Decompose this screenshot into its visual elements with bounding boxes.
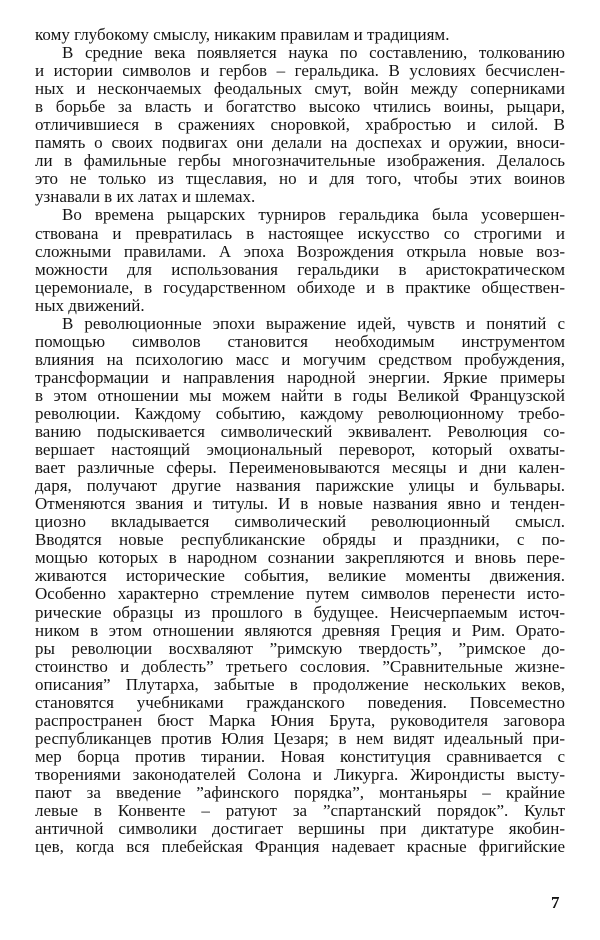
paragraph (35, 26, 565, 44)
text-line: ником в этом отношении являются древняя Греция и Рим. Орато- (35, 620, 565, 640)
text-line: это не только из тщеславия, но и для того, чтобы этих воинов (35, 169, 565, 189)
text-line: кому глубокому смыслу, никаким правилам и традициям. (35, 25, 450, 44)
text-line: в этом отношении мы можем найти в годы Великой Французской (35, 385, 565, 405)
paragraph (35, 206, 565, 314)
text-line: описания” Плутарха, забытые в продолжение нескольких веков, (35, 674, 565, 694)
text-line: цев, когда вся плебейская Франция надевает красные фригийские (35, 837, 565, 857)
text-line: В революционные эпохи выражение идей, чувств и понятий с (62, 313, 565, 333)
text-line: ных движений. (35, 295, 145, 315)
text-line: трансформации и направления народной энергии. Яркие примеры (35, 367, 565, 387)
text-line: вает различные сферы. Переименовываются месяцы и дни кален- (35, 458, 565, 478)
text-line: ных и нескончаемых феодальных смут, войн между соперниками (35, 79, 565, 99)
text-line: ли в фамильные гербы многозначительные изображения. Делалось (35, 151, 565, 171)
text-line: республиканцев против Юлия Цезаря; в нем видят идеальный при- (35, 728, 565, 748)
text-line: влияния на психологию масс и могучим средством пробуждения, (35, 349, 565, 369)
text-line: становятся учебниками гражданского поведения. Повсеместно (35, 692, 565, 712)
text-line: творениями законодателей Солона и Ликурга. Жирондисты высту- (35, 764, 565, 784)
paragraph (35, 315, 565, 856)
text-line: даря, получают другие названия парижские улицы и бульвары. (35, 476, 565, 496)
text-line: рические образцы из прошлого в будущее. Неисчерпаемым источ- (35, 602, 565, 622)
page-number: 7 (551, 893, 560, 912)
text-line: мощью которых в народном сознании закрепляются и вновь пере- (35, 548, 565, 568)
text-line: распространен бюст Марка Юния Брута, руководителя заговора (35, 710, 565, 730)
text-line: ствована и превратилась в настоящее искусство со строгими и (35, 223, 565, 243)
text-line: Отменяются звания и титулы. И в новые названия явно и тенден- (35, 494, 565, 514)
text-line: вершает настоящий эмоциональный переворот, который охваты- (35, 440, 565, 460)
text-line: революции. Каждому событию, каждому революционному требо- (35, 403, 565, 423)
text-line: Вводятся новые республиканские обряды и праздники, с по- (35, 530, 565, 550)
text-line: сложными правилами. А эпоха Возрождения открыла новые воз- (35, 241, 565, 261)
text-line: можности для использования геральдики в аристократическом (35, 259, 565, 279)
text-line: мер борца против тирании. Новая конституция сравнивается с (35, 746, 565, 766)
text-line: пают за введение ”афинского порядка”, монтаньяры – крайние (35, 782, 565, 802)
paragraph (35, 44, 565, 206)
text-line: живаются исторические события, великие моменты движения. (35, 566, 565, 586)
text-line: отличившиеся в сражениях сноровкой, храбростью и силой. В (35, 115, 565, 135)
text-line: ванию подыскивается символический эквивалент. Революция со- (35, 422, 565, 442)
text-line: стоинство и доблесть” третьего сословия. ”Сравнительные жизне- (35, 656, 565, 676)
text-line: церемониале, в государственном обиходе и в практике обществен- (35, 277, 565, 297)
text-line: узнавали в их латах и шлемах. (35, 187, 256, 207)
text-line: память о своих подвигах они делали на доспехах и оружии, вноси- (35, 133, 565, 153)
text-line: В средние века появляется наука по составлению, толкованию (62, 43, 565, 63)
text-line: левые в Конвенте – ратуют за ”спартанский порядок”. Культ (35, 801, 565, 821)
text-line: помощью символов становится необходимым инструментом (35, 331, 565, 351)
page-body-text (35, 26, 565, 856)
text-line: и истории символов и гербов – геральдика. В условиях бесчислен- (35, 61, 565, 81)
text-line: античной символики достигает вершины при диктатуре якобин- (35, 819, 565, 839)
text-line: циозно вкладывается символический революционный смысл. (35, 512, 565, 532)
text-line: ры революции восхваляют ”римскую твердость”, ”римское до- (35, 638, 565, 658)
text-line: Особенно характерно стремление путем символов перенести исто- (35, 584, 565, 604)
text-line: в борьбе за власть и богатство высоко чтились воины, рыцари, (35, 97, 565, 117)
text-line: Во времена рыцарских турниров геральдика была усовершен- (62, 205, 565, 225)
